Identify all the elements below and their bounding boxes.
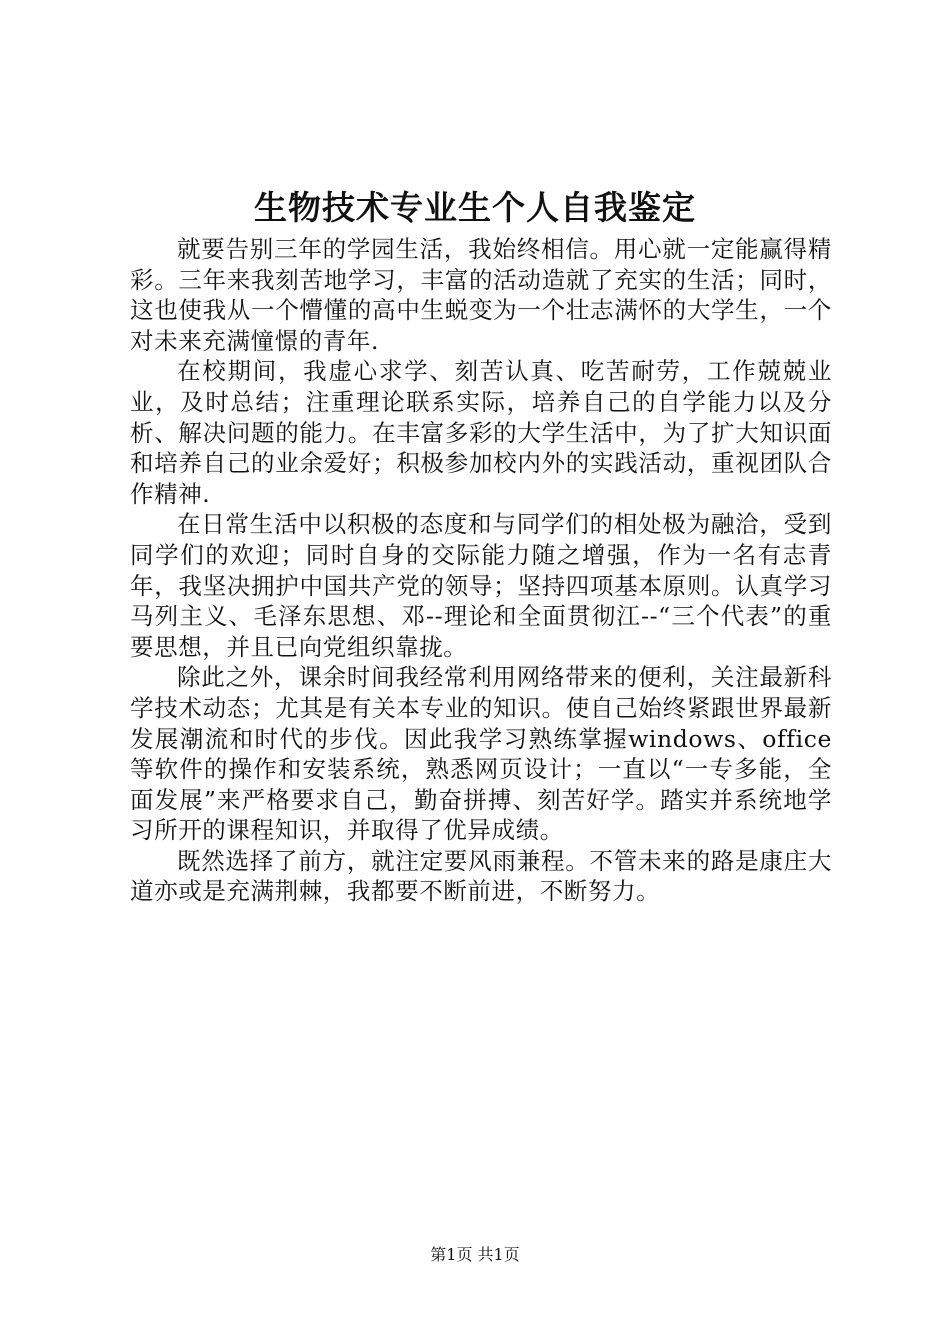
document-title: 生物技术专业生个人自我鉴定	[254, 188, 696, 227]
paragraph-2: 在校期间，我虚心求学、刻苦认真、吃苦耐劳，工作兢兢业业，及时总结；注重理论联系实际，培养自己的自学能力以及分析、解决问题的能力。在丰富多彩的大学生活中，为了扩大知识面和培养自己的业余爱好；积极参加校内外的实践活动，重视团队合作精神.	[130, 357, 832, 508]
paragraph-1: 就要告别三年的学园生活，我始终相信。用心就一定能赢得精彩。三年来我刻苦地学习，丰富的活动造就了充实的生活；同时，这也使我从一个懵懂的高中生蜕变为一个壮志满怀的大学生，一个对未来充满憧憬的青年.	[130, 235, 832, 355]
document-body	[130, 234, 832, 907]
page-footer: 第1页 共1页	[430, 1245, 520, 1264]
paragraph-4: 除此之外，课余时间我经常利用网络带来的便利，关注最新科学技术动态；尤其是有关本专业的知识。使自己始终紧跟世界最新发展潮流和时代的步伐。因此我学习熟练掌握windows、office等软件的操作和安装系统，熟悉网页设计；一直以“一专多能，全面发展”来严格要求自己，勤奋拼搏、刻苦好学。踏实并系统地学习所开的课程知识，并取得了优异成绩。	[130, 663, 832, 845]
paragraph-5: 既然选择了前方，就注定要风雨兼程。不管未来的路是康庄大道亦或是充满荆棘，我都要不断前进，不断努力。	[130, 846, 832, 906]
paragraph-3: 在日常生活中以积极的态度和与同学们的相处极为融洽，受到同学们的欢迎；同时自身的交际能力随之增强，作为一名有志青年，我坚决拥护中国共产党的领导；坚持四项基本原则。认真学习马列主义、毛泽东思想、邓--理论和全面贯彻江--“三个代表”的重要思想，并且已向党组织靠拢。	[130, 510, 832, 661]
